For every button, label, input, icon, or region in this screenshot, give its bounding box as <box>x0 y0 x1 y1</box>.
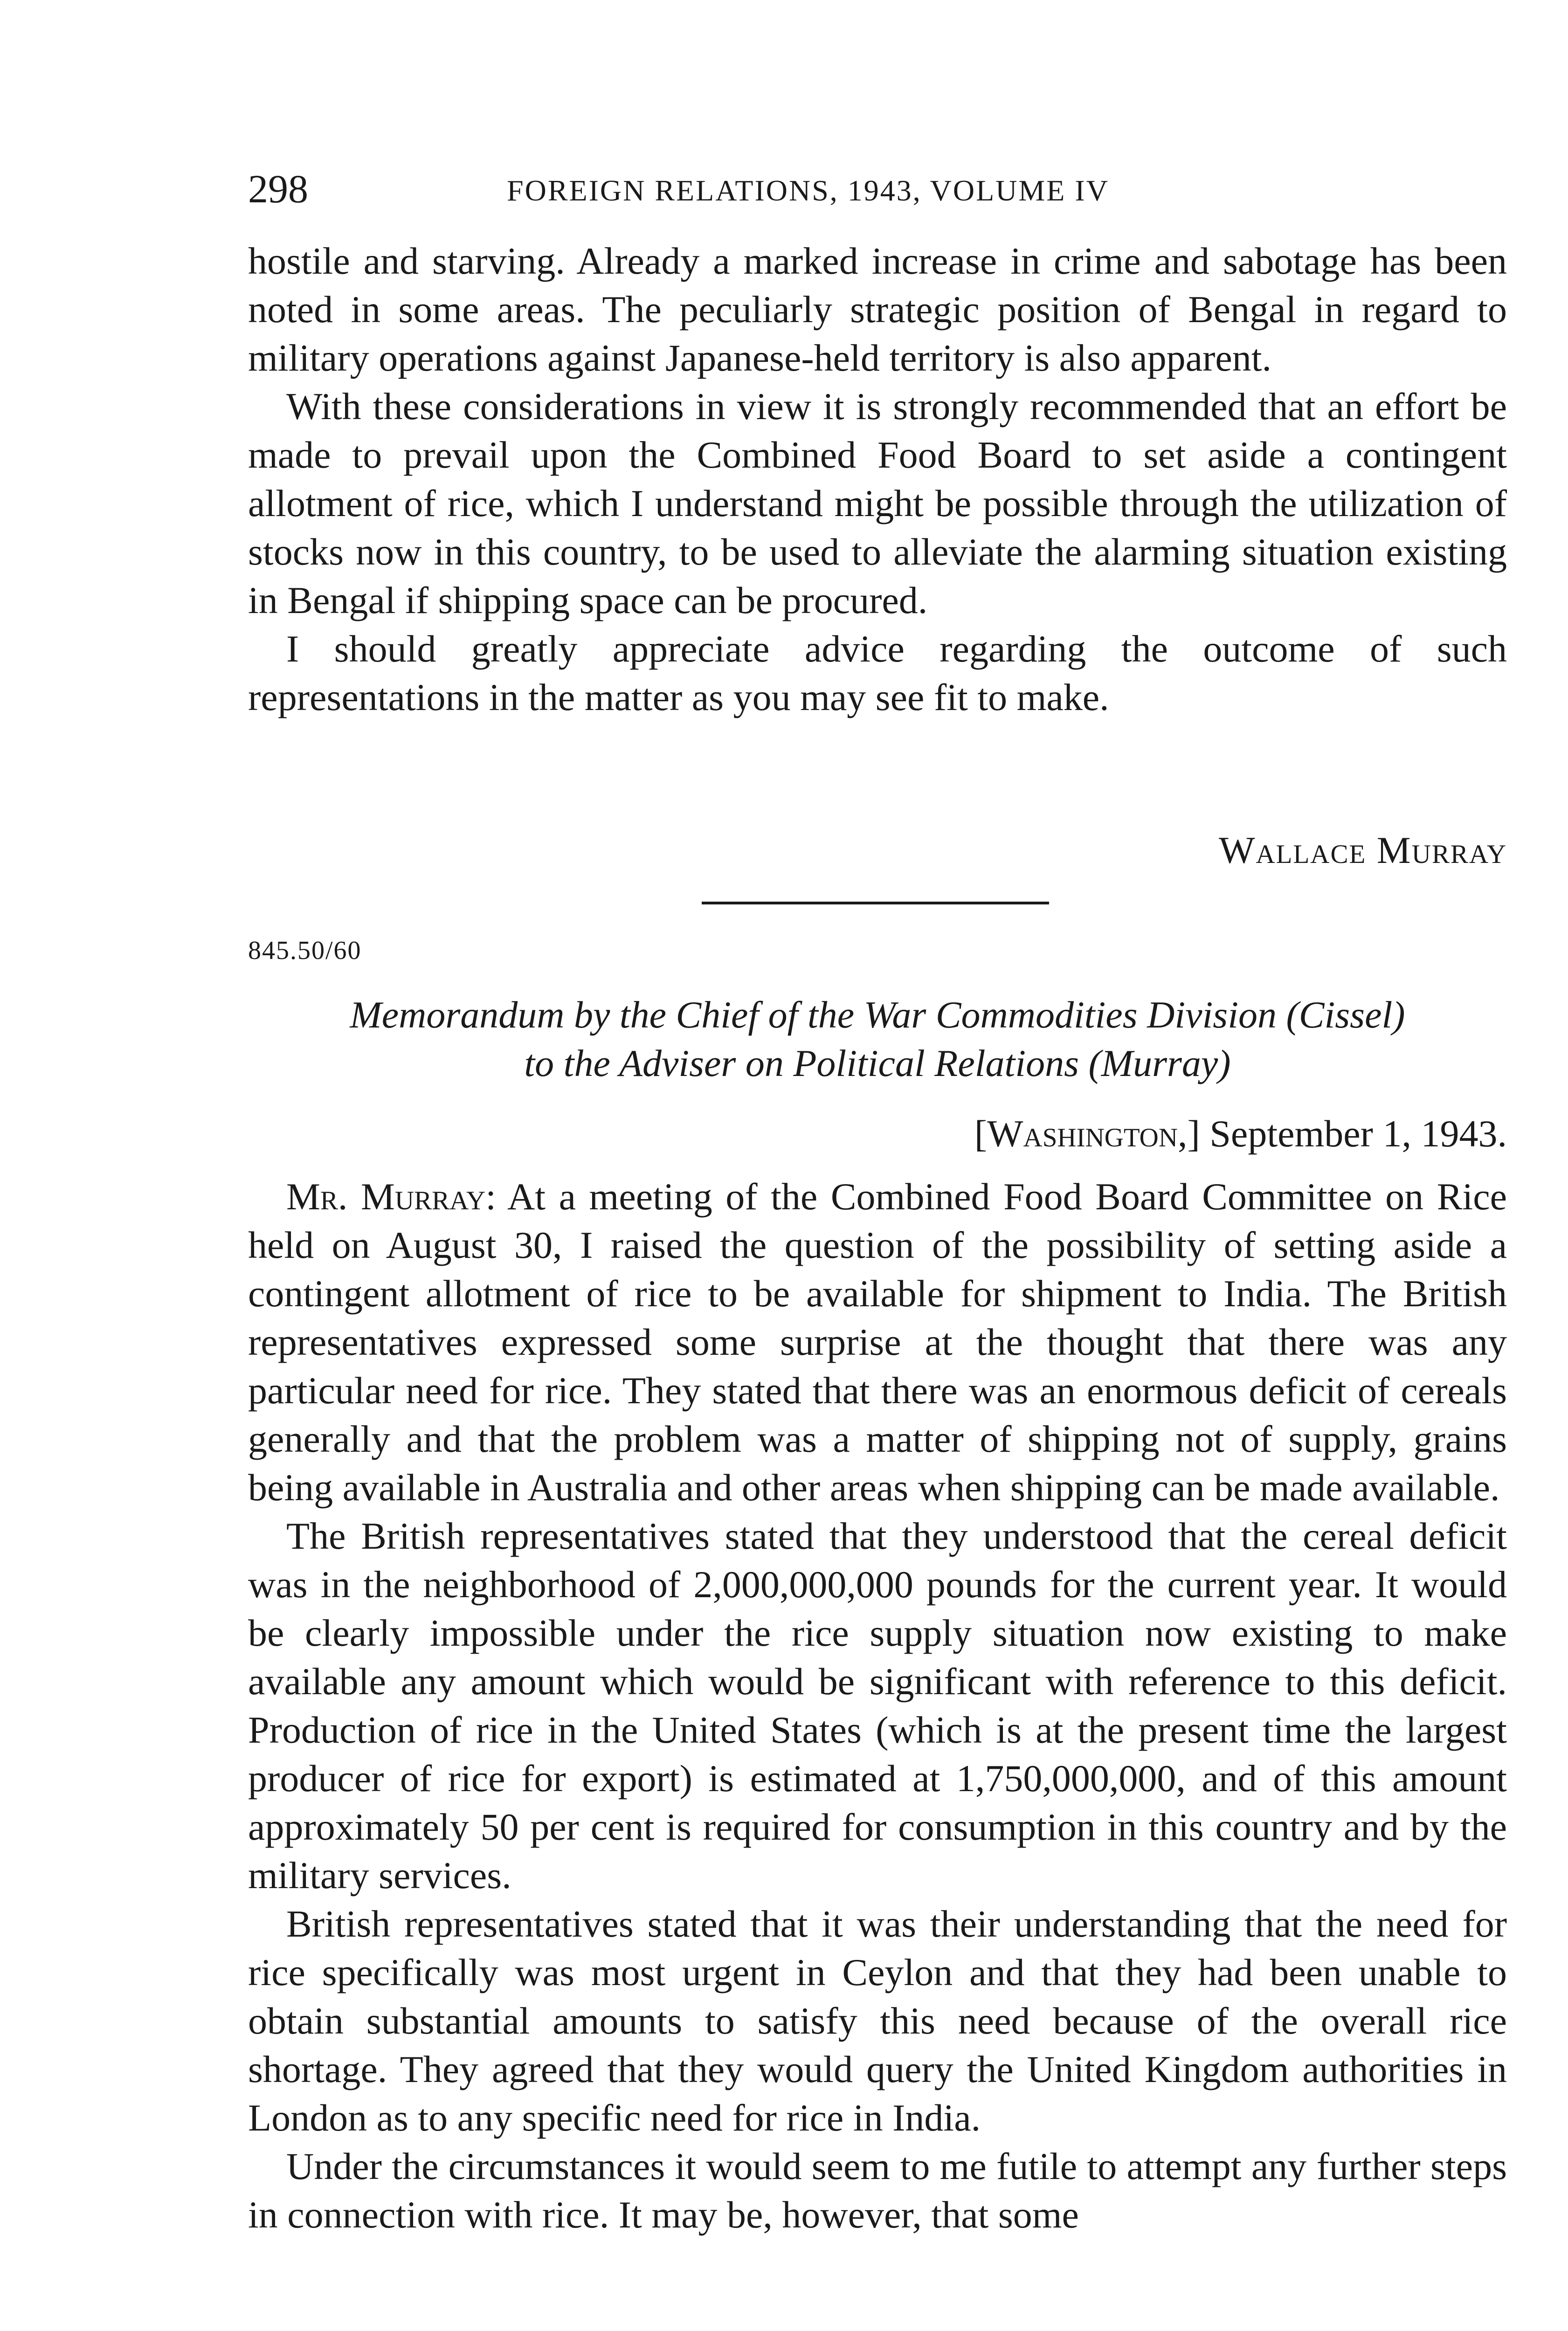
paragraph <box>248 1172 1507 1512</box>
memo-title <box>248 991 1507 1088</box>
dateline-place: [Washington,] <box>974 1112 1200 1155</box>
memo-title-line: to the Adviser on Political Relations (Murray) <box>524 1042 1231 1084</box>
file-number: 845.50/60 <box>248 936 362 965</box>
signature: Wallace Murray <box>1219 829 1507 871</box>
dateline-date: September 1, 1943. <box>1209 1112 1507 1155</box>
memo-title-line: Memorandum by the Chief of the War Commodities Division (Cissel) <box>350 993 1405 1036</box>
paragraph: With these considerations in view it is strongly recommended that an effort be made to prevail upon the Combined Food Board to set aside a contingent allotment of rice, which I understand might be possible through the utilization of stocks now in this country, to be used to alleviate the alarming situation existing in Bengal if shipping space can be procured. <box>248 385 1507 621</box>
dateline <box>974 1110 1507 1158</box>
paragraph: hostile and starving. Already a marked increase in crime and sabotage has been noted in some areas. The peculiarly strategic position of Bengal in regard to military operations against Japanese-held territory is also apparent. <box>248 240 1507 379</box>
page-number: 298 <box>248 166 308 211</box>
running-head: FOREIGN RELATIONS, 1943, VOLUME IV <box>507 174 1109 207</box>
section-divider <box>702 902 1049 904</box>
salutation: Mr. Murray: <box>286 1175 496 1218</box>
paragraph: The British representatives stated that they understood that the cereal deficit was in the neighborhood of 2,000,000,000 pounds for the current year. It would be clearly impossible under the rice supply situation now existing to make available any amount which would be significant with reference to this deficit. Production of rice in the United States (which is at the present time the largest producer of rice for export) is estimated at 1,750,000,000, and of this amount approximately 50 per cent is required for consumption in this country and by the military services. <box>248 1515 1507 1897</box>
memo-body <box>248 1172 1507 2239</box>
paragraph: I should greatly appreciate advice regarding the outcome of such representations in the matter as you may see fit to make. <box>248 628 1507 718</box>
paragraph: Under the circumstances it would seem to me futile to attempt any further steps in connection with rice. It may be, however, that some <box>248 2145 1507 2236</box>
paragraph-text: At a meeting of the Combined Food Board Committee on Rice held on August 30, I raised the question of the possibility of setting aside a contingent allotment of rice to be available for shipment to India. The British representatives expressed some surprise at the thought that there was any particular need for rice. They stated that there was an enormous deficit of cereals generally and that the problem was a matter of shipping not of supply, grains being available in Australia and other areas when shipping can be made available. <box>248 1175 1507 1509</box>
page-header <box>248 166 1507 217</box>
continued-letter-text <box>248 237 1507 722</box>
paragraph: British representatives stated that it was their understanding that the need for rice specifically was most urgent in Ceylon and that they had been unable to obtain substantial amounts to satisfy this need because of the overall rice shortage. They agreed that they would query the United Kingdom authorities in London as to any specific need for rice in India. <box>248 1903 1507 2139</box>
